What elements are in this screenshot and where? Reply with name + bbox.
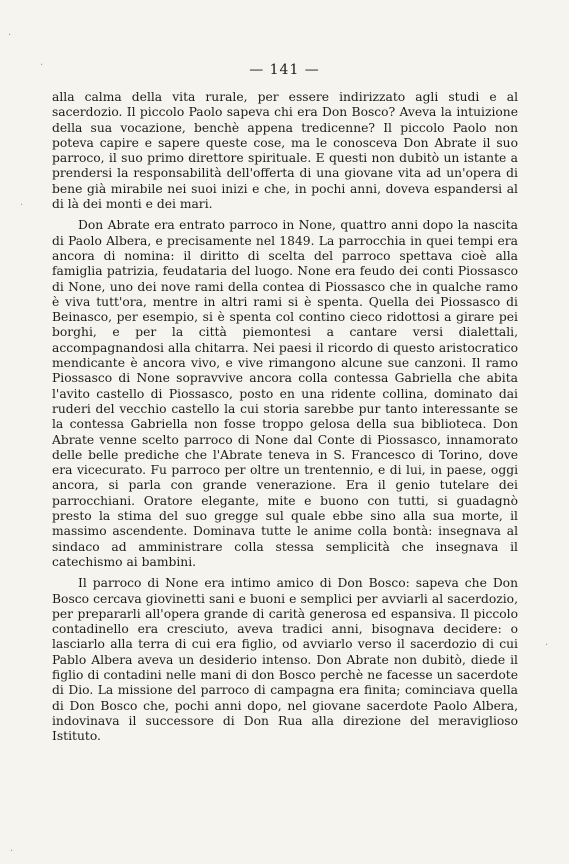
paragraph-2: Don Abrate era entrato parroco in None, quattro anni dopo la nascita di Paolo Albera, e precisamente nel 1849. La parrocchia in quei tempi era ancora di nomina: il diritto di scelta del parroco spettava cioè alla famiglia patrizia, feudataria del luogo. None era feudo dei conti Piossasco di None, uno dei nove rami della contea di Piossasco che in qualche ramo è viva tutt'ora, mentre in altri rami si è spenta. Quella dei Piossasco di Beinasco, per esempio, si è spenta col contino cieco ridottosi a girare pei borghi, e per la città piemontesi a cantare versi dialettali, accompagnandosi alla chitarra. Nei paesi il ricordo di questo aristocratico mendicante è ancora vivo, e vive rimangono alcune sue canzoni. Il ramo Piossasco di None sopravvive ancora colla contessa Gabriella che abita l'avito castello di Piossasco, posto en una ridente collina, dominato dai ruderi del vecchio castello la cui storia sarebbe pur tanto interessante se la contessa Gabriella non fosse troppo gelosa della sua biblioteca. Don Abrate venne scelto parroco di None dal Conte di Piossasco, innamorato delle belle prediche che l'Abrate teneva in S. Francesco di Torino, dove era vicecurato. Fu parroco per oltre un trentennio, e di lui, in paese, oggi ancora, si parla con grande venerazione. Era il genio tutelare dei parrocchiani. Oratore elegante, mite e buono con tutti, si guadagnò presto la stima del suo gregge sul quale ebbe sino alla sua morte, il massimo ascendente. Dominava tutte le anime colla bontà: insegnava al sindaco ad amministrare colla stessa semplicità che insegnava il catechismo ai bambini. [52,218,518,569]
paragraph-1: alla calma della vita rurale, per essere indirizzato agli studi e al sacerdozio. Il piccolo Paolo sapeva chi era Don Bosco? Aveva la intuizione della sua vocazione, benchè appena tredicenne? Il piccolo Paolo non poteva capire e sapere queste cose, ma le conosceva Don Abrate il suo parroco, il suo primo direttore spirituale. E questi non dubitò un istante a prendersi la responsabilità dell'offerta di una giovane vita ad un'opera di bene già mirabile nei suoi inizi e che, in pochi anni, doveva espandersi al di là dei monti e dei mari. [52,90,518,212]
paper-speck: · [10,846,14,857]
paper-speck: · [8,30,12,41]
paper-speck: · [20,200,24,211]
page-number: — 141 — [249,62,320,78]
body-text [52,90,518,744]
paper-speck: · [40,60,44,71]
paragraph-3: Il parroco di None era intimo amico di Don Bosco: sapeva che Don Bosco cercava giovinetti sani e buoni e semplici per avviarli al sacerdozio, per prepararli all'opera grande di carità generosa ed espansiva. Il piccolo contadinello era cresciuto, aveva tradici anni, bisognava decidere: o lasciarlo alla terra di cui era figlio, od avviarlo verso il sacerdozio di cui Pablo Albera aveva un desiderio intenso. Don Abrate non dubitò, diede il figlio di contadini nelle mani di don Bosco perchè ne facesse un sacerdote di Dio. La missione del parroco di campagna era finita; cominciava quella di Don Bosco che, pochi anni dopo, nel giovane sacerdote Paolo Albera, indovinava il successore di Don Rua alla direzione del meraviglioso Istituto. [52,576,518,744]
paper-speck: · [545,640,549,651]
